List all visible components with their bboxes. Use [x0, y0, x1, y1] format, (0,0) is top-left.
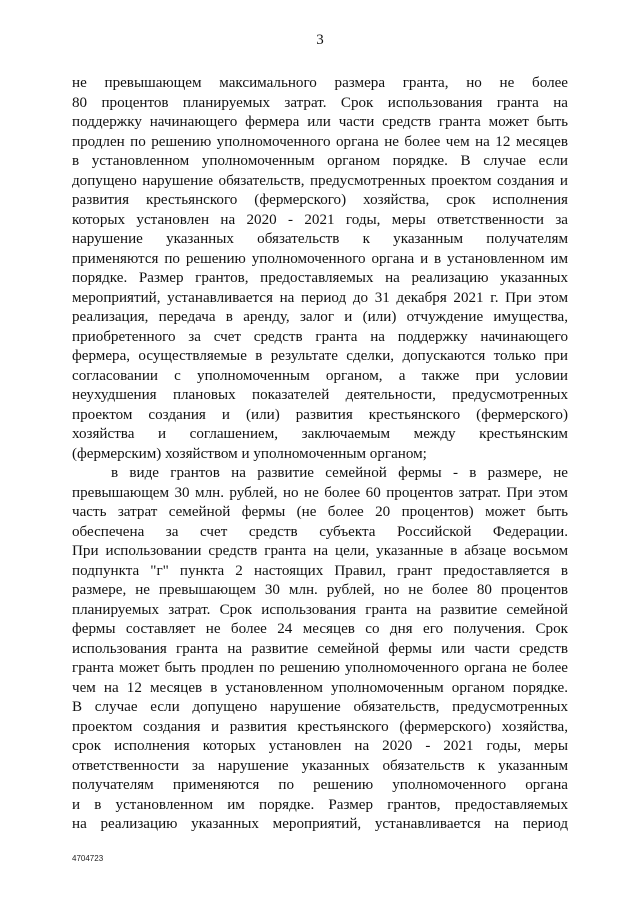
text-line: фермы составляет не более 24 месяцев со дня его получения. Срок: [72, 621, 568, 637]
text-line: не превышающем максимального размера гранта, но не более: [72, 75, 568, 91]
text-line: срок исполнения которых установлен на 2020 - 2021 годы, меры: [72, 738, 568, 754]
text-line: продлен по решению уполномоченного органа не более чем на 12 месяцев: [72, 133, 568, 150]
document-code: 4704723: [72, 854, 104, 863]
text-line: в виде грантов на развитие семейной фермы - в размере, не: [111, 465, 568, 481]
text-line: приобретенного за счет средств гранта на поддержку начинающего: [72, 328, 568, 345]
text-line: и в установленном им порядке. Размер грантов, предоставляемых: [72, 796, 568, 813]
text-line: планируемых затрат. Срок использования гранта на развитие семейной: [72, 601, 568, 618]
text-line: реализация, передача в аренду, залог и (или) отчуждение имущества,: [72, 309, 568, 325]
text-line: проектом создания и (или) развития крестьянского (фермерского): [72, 406, 568, 423]
text-line: в установленном уполномоченным органом порядке. В случае если: [72, 153, 568, 169]
text-line: поддержку начинающего фермера или части средств гранта может быть: [72, 114, 568, 130]
text-line: В случае если допущено нарушение обязательств, предусмотренных: [72, 699, 568, 715]
page-number: 3: [316, 32, 324, 48]
text-line: на реализацию указанных мероприятий, устанавливается на период: [72, 816, 568, 832]
text-line: При использовании средств гранта на цели, указанные в абзаце восьмом: [72, 543, 568, 559]
text-line: гранта может быть продлен по решению уполномоченного органа не более: [72, 660, 568, 676]
text-line: превышающем 30 млн. рублей, но не более 60 процентов затрат. При этом: [72, 484, 568, 501]
text-line: получателям применяются по решению уполномоченного органа: [72, 777, 568, 793]
text-line: 80 процентов планируемых затрат. Срок использования гранта на: [72, 94, 568, 111]
document-body: [72, 74, 568, 835]
text-line: размере, не превышающем 30 млн. рублей, но не более 80 процентов: [72, 582, 568, 598]
text-line: использования гранта на развитие семейной фермы или части средств: [72, 640, 568, 657]
text-line: обеспечена за счет средств субъекта Российской Федерации.: [72, 523, 568, 540]
text-line: нарушение указанных обязательств к указанным получателям: [72, 231, 568, 247]
text-line: неухудшения плановых показателей деятельности, предусмотренных: [72, 387, 568, 403]
text-line: применяются по решению уполномоченного органа и в установленном им: [72, 250, 568, 267]
text-line: мероприятий, устанавливается на период до 31 декабря 2021 г. При этом: [72, 289, 568, 306]
text-line: часть затрат семейной фермы (не более 20 процентов) может быть: [72, 504, 568, 520]
text-line: фермера, осуществляемые в результате сделки, допускаются только при: [72, 348, 568, 364]
text-line: (фермерским) хозяйством и уполномоченным органом;: [72, 445, 427, 462]
text-line: согласовании с уполномоченным органом, а также при условии: [72, 367, 568, 384]
text-line: хозяйства и соглашением, заключаемым между крестьянским: [72, 426, 568, 442]
text-line: ответственности за нарушение указанных обязательств к указанным: [72, 757, 568, 774]
text-line: порядке. Размер грантов, предоставляемых на реализацию указанных: [72, 270, 568, 286]
text-line: чем на 12 месяцев в установленном уполномоченным органом порядке.: [72, 679, 568, 696]
text-line: проектом создания и развития крестьянского (фермерского) хозяйства,: [72, 718, 568, 735]
text-line: подпункта "г" пункта 2 настоящих Правил, грант предоставляется в: [72, 562, 568, 579]
text-line: развития крестьянского (фермерского) хозяйства, срок исполнения: [72, 192, 568, 208]
text-line: которых установлен на 2020 - 2021 годы, меры ответственности за: [72, 211, 568, 228]
text-line: допущено нарушение обязательств, предусмотренных проектом создания и: [72, 172, 568, 189]
